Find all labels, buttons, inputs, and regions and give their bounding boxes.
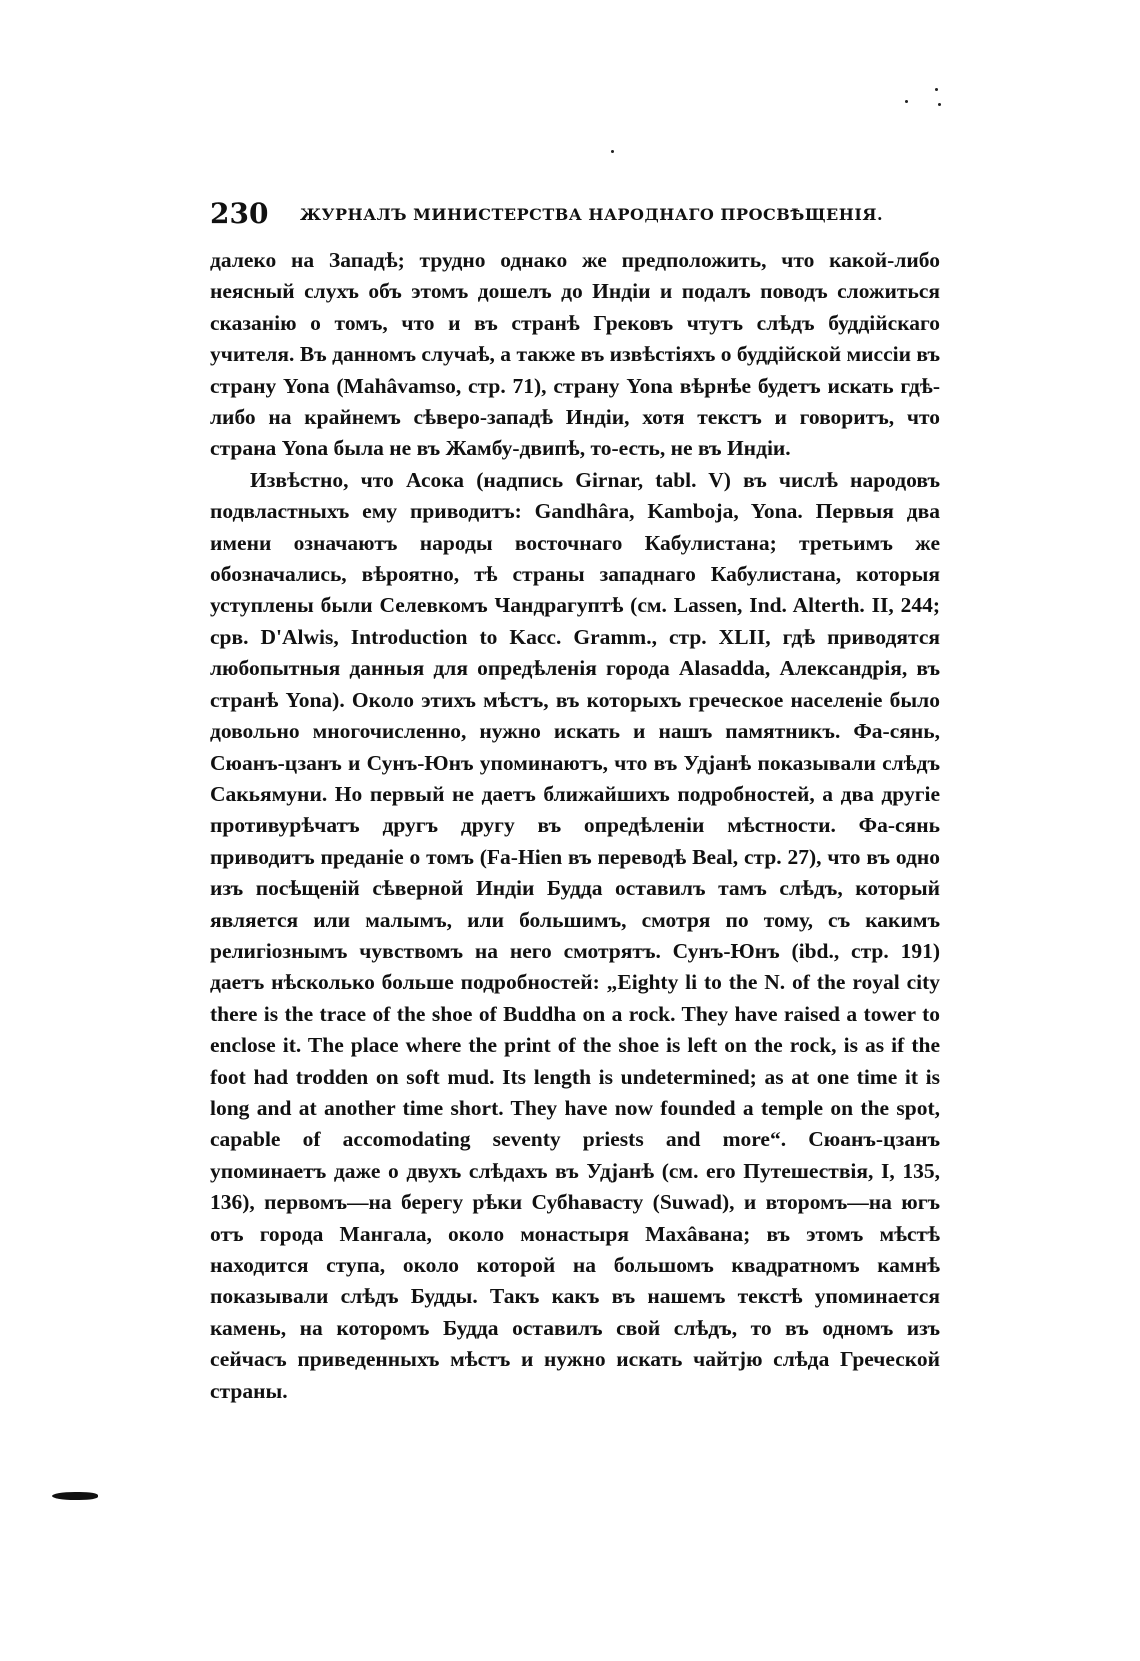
running-title: ЖУРНАЛЪ МИНИСТЕРСТВА НАРОДНАГО ПРОСВѢЩЕНІЯ.: [300, 205, 884, 224]
page-number: 230: [210, 197, 269, 230]
scan-smudge: [52, 1492, 98, 1500]
paragraph-ashoka: Извѣстно, что Асока (надпись Girnar, tabl. V) въ числѣ народовъ подвластныхъ ему приводитъ: Gandhâra, Kamboja, Yona. Первыя два имени означаютъ народы восточнаго Кабулистана; третьимъ же обозначались, вѣроятно, тѣ страны западнаго Кабулистана, которыя уступлены были Селевкомъ Чандрагуптѣ (см. Lassen, Ind. Alterth. II, 244; срв. D'Alwis, Introduction to Kacc. Gramm., стр. XLII, гдѣ приводятся любопытныя данныя для опредѣленія города Alasadda, Александрія, въ странѣ Yona). Около этихъ мѣстъ, въ которыхъ греческое населеніе было довольно многочисленно, нужно искать и нашъ памятникъ. Фа-сянь, Сюанъ-цзанъ и Сунъ-Юнъ упоминаютъ, что въ Удјанѣ показывали слѣдъ Сакьямуни. Но первый не даетъ ближайшихъ подробностей, а два другіе противурѣчатъ другъ другу въ опредѣленіи мѣстности. Фа-сянь приводитъ преданіе о томъ (Fa-Hien въ переводѣ Beal, стр. 27), что въ одно изъ посѣщеній сѣверной Индіи Будда оставилъ тамъ слѣдъ, который является или малымъ, или большимъ, смотря по тому, съ какимъ религіознымъ чувствомъ на него смотрятъ. Сунъ-Юнъ (ibd., стр. 191) даетъ нѣсколько больше подробностей: „Eighty li to the N. of the royal city there is the trace of the shoe of Buddha on a rock. They have raised a tower to enclose it. The place where the print of the shoe is left on the rock, is as if the foot had trodden on soft mud. Its length is undetermined; as at one time it is long and at another time short. They have now founded a temple on the spot, capable of accomodating seventy priests and more“. Сюанъ-цзанъ упоминаетъ даже о двухъ слѣдахъ въ Удјанѣ (см. его Путешествія, I, 135, 136), первомъ—на берегу рѣки Субhавасту (Suwad), и второмъ—на югъ отъ города Мангала, около монастыря Махâвана; въ этомъ мѣстѣ находится ступа, около которой на большомъ квадратномъ камнѣ показывали слѣдъ Будды. Такъ какъ въ нашемъ текстѣ упоминается камень, на которомъ Будда оставилъ свой слѣдъ, то въ одномъ изъ сейчасъ приведенныхъ мѣстъ и нужно искать чайтjю слѣда Греческой страны.: [210, 467, 940, 1403]
scan-speck: [938, 103, 941, 106]
paragraph-continuation: далеко на Западѣ; трудно однако же предположить, что какой-либо неясный слухъ объ этомъ дошелъ до Индіи и подалъ поводъ сложиться сказанію о томъ, что и въ странѣ Грековъ чтутъ слѣдъ буддійскаго учителя. Въ данномъ случаѣ, а также въ извѣстіяхъ о буддійской миссіи въ страну Yona (Mahâvamso, стр. 71), страну Yona вѣрнѣе будетъ искать гдѣ-либо на крайнемъ сѣверо-западѣ Индіи, хотя текстъ и говоритъ, что страна Yona была не въ Жамбу-двипѣ, то-есть, не въ Индіи.: [210, 248, 940, 461]
scan-speck: [611, 150, 614, 153]
page-header: [210, 197, 940, 230]
body-text: [210, 245, 940, 1407]
scan-speck: [935, 88, 938, 91]
scan-speck: [905, 100, 908, 103]
